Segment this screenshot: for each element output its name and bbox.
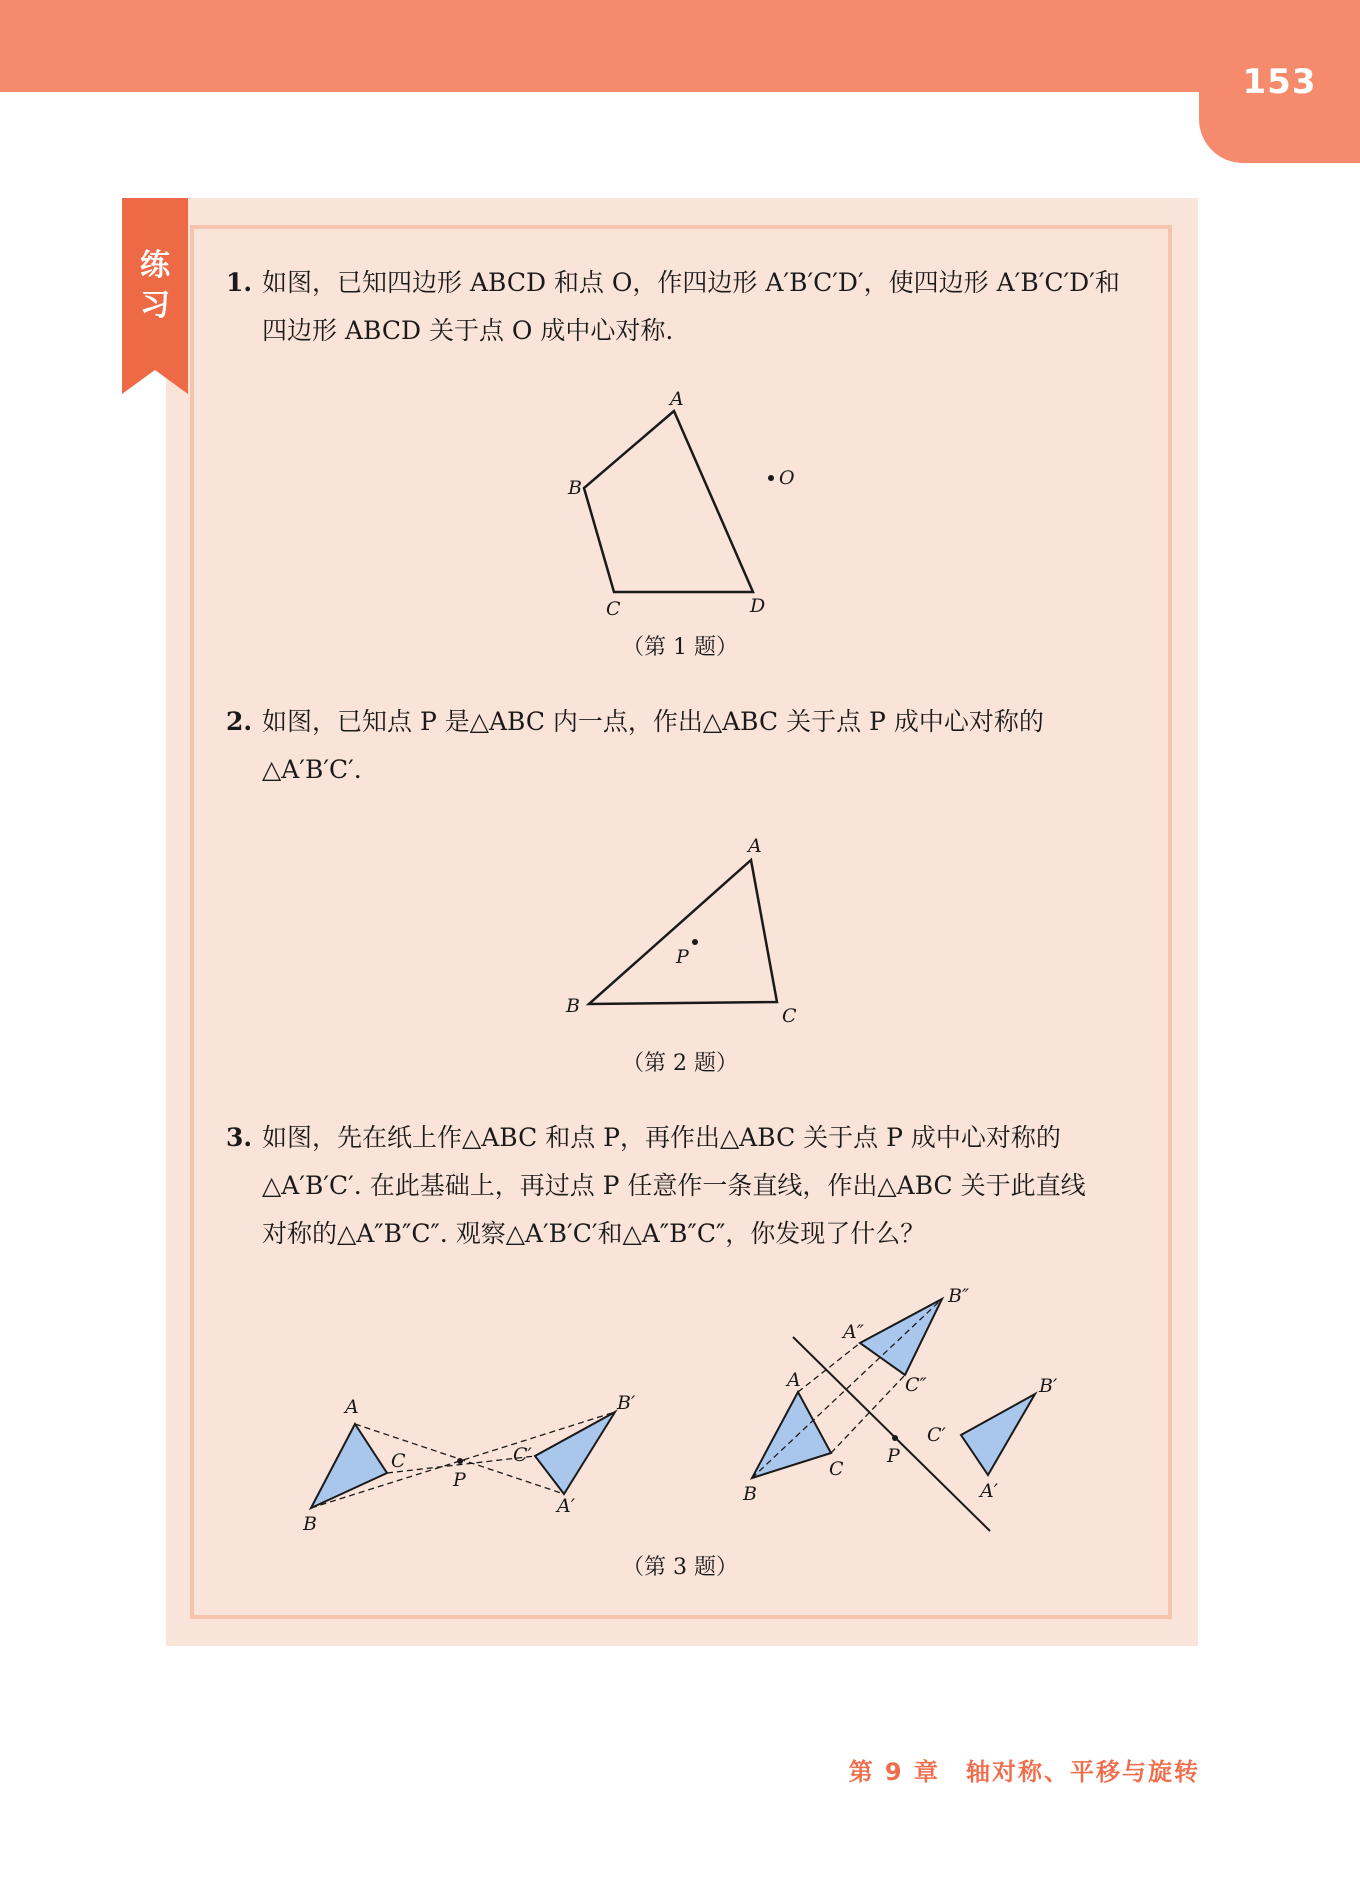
- figure-3-left-label-a1: A′: [557, 1495, 576, 1517]
- page-number: 153: [1242, 62, 1317, 102]
- figure-3-right-label-p: P: [887, 1445, 900, 1467]
- question-3-line-1: 如图，先在纸上作△ABC 和点 P，再作出△ABC 关于点 P 成中心对称的: [262, 1123, 1061, 1152]
- figure-3-right-axial-symmetry: [735, 1285, 1085, 1545]
- figure-3-right-label-c2: C″: [905, 1374, 927, 1396]
- figure-1-label-o: O: [779, 467, 795, 489]
- question-3-line-2: △A′B′C′. 在此基础上，再过点 P 任意作一条直线，作出△ABC 关于此直线: [262, 1171, 1086, 1200]
- chapter-footer: 第 9 章 轴对称、平移与旋转: [848, 1758, 1200, 1786]
- figure-1-caption: （第 1 题）: [622, 635, 738, 660]
- question-1-line-1: 如图，已知四边形 ABCD 和点 O，作四边形 A′B′C′D′，使四边形 A′B′C′D′和: [262, 268, 1120, 297]
- figure-3-left-label-p: P: [453, 1469, 466, 1491]
- section-label-line1: 练: [140, 248, 170, 283]
- figure-1-quadrilateral: [560, 390, 820, 620]
- question-1-line-2: 四边形 ABCD 关于点 O 成中心对称.: [262, 316, 674, 345]
- figure-3-left-label-b: B: [303, 1513, 317, 1535]
- figure-3-right-label-a2: A″: [843, 1321, 864, 1343]
- question-2-line-2: △A′B′C′.: [262, 755, 362, 784]
- section-label: [122, 246, 188, 326]
- question-1-text: [262, 259, 1134, 355]
- figure-3-left-label-b1: B′: [617, 1392, 636, 1414]
- figure-1-label-c: C: [606, 598, 621, 620]
- figure-3-right-label-c: C: [829, 1458, 844, 1480]
- figure-3-right-label-b: B: [743, 1483, 757, 1505]
- question-1-number: 1.: [226, 268, 253, 297]
- question-3-text: [262, 1114, 1134, 1258]
- figure-3-left-label-c1: C′: [513, 1444, 532, 1466]
- figure-3-right-label-c1: C′: [927, 1424, 946, 1446]
- figure-3-left-central-symmetry: [295, 1385, 655, 1545]
- figure-3-right-label-a1: A′: [980, 1480, 999, 1502]
- figure-3-left-label-c: C: [391, 1450, 406, 1472]
- header-band: [0, 0, 1360, 92]
- figure-2-label-b: B: [566, 995, 580, 1017]
- figure-2-label-p: P: [676, 946, 689, 968]
- figure-1-label-b: B: [568, 477, 582, 499]
- question-2-line-1: 如图，已知点 P 是△ABC 内一点，作出△ABC 关于点 P 成中心对称的: [262, 707, 1044, 736]
- figure-2-label-a: A: [748, 835, 762, 857]
- figure-3-caption: （第 3 题）: [622, 1555, 738, 1580]
- figure-3-right-label-b1: B′: [1039, 1375, 1058, 1397]
- figure-3-left-label-a: A: [345, 1396, 359, 1418]
- figure-1-label-a: A: [670, 388, 684, 410]
- figure-1-label-d: D: [750, 595, 766, 617]
- figure-3-right-label-a: A: [787, 1369, 801, 1391]
- figure-2-caption: （第 2 题）: [622, 1051, 738, 1076]
- figure-2-triangle: [560, 830, 820, 1030]
- question-3-line-3: 对称的△A″B″C″. 观察△A′B′C′和△A″B″C″，你发现了什么？: [262, 1219, 926, 1248]
- question-3-number: 3.: [226, 1123, 253, 1152]
- figure-3-right-label-b2: B″: [948, 1285, 970, 1307]
- section-label-line2: 习: [140, 288, 170, 323]
- figure-2-label-c: C: [782, 1005, 797, 1027]
- question-2-number: 2.: [226, 707, 253, 736]
- question-2-text: [262, 698, 1134, 794]
